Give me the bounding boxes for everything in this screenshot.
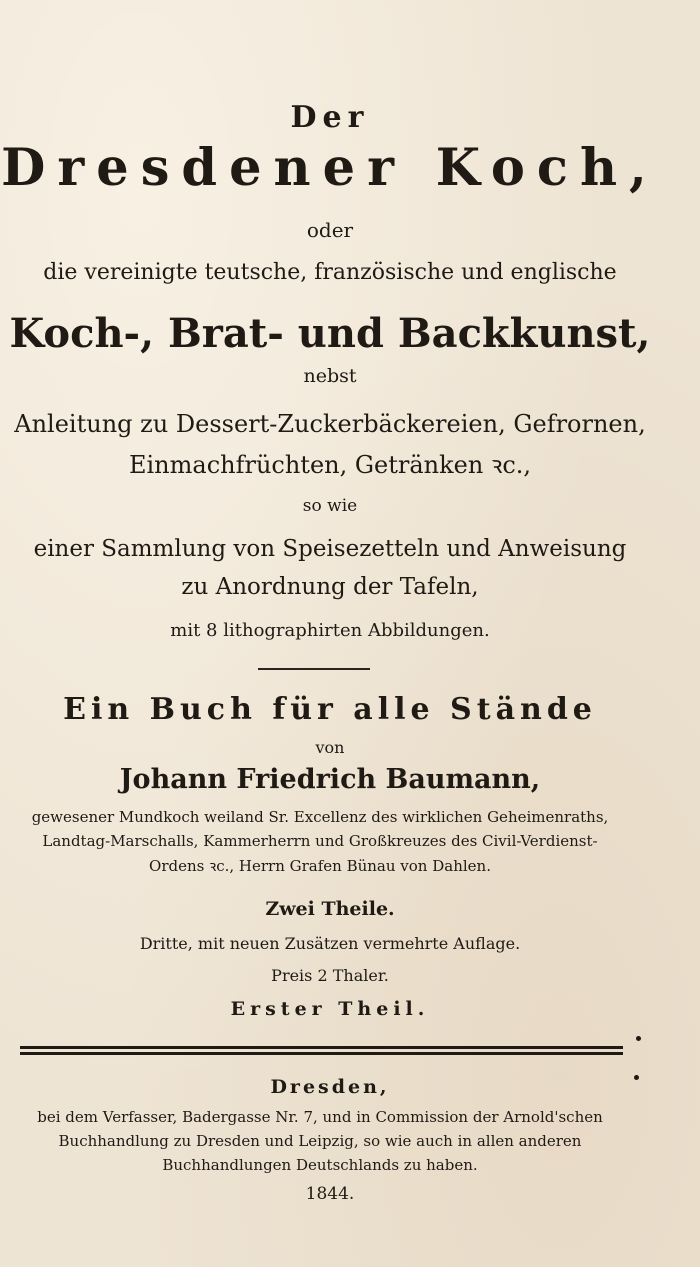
collection-line-2: zu Anordnung der Tafeln, [181, 574, 479, 600]
parts-line: Zwei Theile. [265, 898, 395, 920]
author-name: Johann Friedrich Baumann, [119, 764, 541, 795]
collection-line-1: einer Sammlung von Speisezetteln und Anweisung [33, 536, 627, 562]
separator-rule [258, 668, 370, 670]
publisher-line-3: Buchhandlungen Deutschlands zu haben. [162, 1156, 478, 1174]
von-text: von [315, 738, 345, 757]
volume-line: Erster Theil. [230, 998, 430, 1020]
title-article: Der [290, 100, 370, 135]
price-line: Preis 2 Thaler. [271, 966, 389, 985]
nebst-text: nebst [303, 365, 357, 387]
main-title: Dresdener Koch, [1, 138, 659, 198]
author-bio-line-3: Ordens ꝛc., Herrn Grafen Bünau von Dahlen. [149, 857, 491, 875]
oder-text: oder [306, 218, 354, 242]
author-bio-line-1: gewesener Mundkoch weiland Sr. Excellenz des wirklichen Geheimenraths, [31, 808, 609, 826]
ink-dot [636, 1036, 641, 1041]
edition-line: Dritte, mit neuen Zusätzen vermehrte Auflage. [139, 934, 521, 953]
arts-title: Koch-, Brat- und Backkunst, [9, 310, 651, 357]
publisher-line-2: Buchhandlung zu Dresden und Leipzig, so wie auch in allen anderen [58, 1132, 582, 1150]
instruction-line-1: Anleitung zu Dessert-Zuckerbäckereien, Gefrornen, [14, 410, 646, 438]
illustrations-line: mit 8 lithographirten Abbildungen. [170, 620, 490, 641]
motto-line: Ein Buch für alle Stände [63, 692, 597, 727]
instruction-line-2: Einmachfrüchten, Getränken ꝛc., [128, 451, 532, 479]
author-bio-line-2: Landtag-Marschalls, Kammerherrn und Großkreuzes des Civil-Verdienst- [42, 832, 598, 850]
double-rule [20, 1046, 623, 1055]
so-wie-text: so wie [302, 496, 358, 516]
publisher-line-1: bei dem Verfasser, Badergasse Nr. 7, und in Commission der Arnold'schen [37, 1108, 603, 1126]
publication-year: 1844. [305, 1184, 355, 1204]
subtitle-line: die vereinigte teutsche, französische und englische [43, 260, 617, 285]
publisher-city: Dresden, [270, 1076, 390, 1098]
